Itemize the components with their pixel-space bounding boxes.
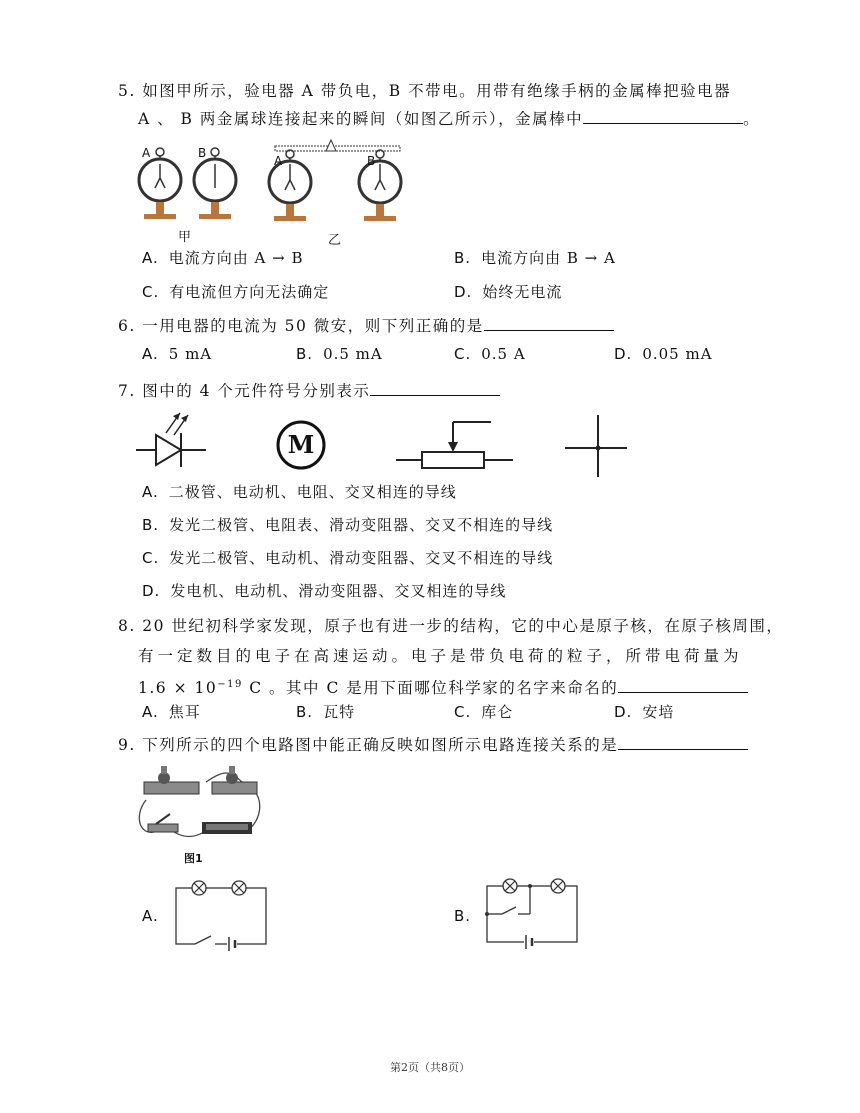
q5-option-d-letter: D. — [454, 283, 473, 301]
q8-option-a[interactable] — [142, 702, 201, 722]
q6-option-b-letter: B. — [296, 345, 314, 363]
q8-line3-text: C 。其中 C 是用下面哪位科学家的名字来命名的 — [242, 679, 619, 698]
q8-option-d[interactable] — [614, 702, 674, 722]
q5-option-b-text: 电流方向由 B → A — [481, 249, 616, 267]
q8-line2: 有一定数目的电子在高速运动。电子是带负电荷的粒子，所带电荷量为 — [138, 647, 743, 665]
electroscope-b-yi — [359, 150, 401, 221]
q5-option-d-text: 始终无电流 — [482, 283, 563, 301]
circuit-photo-figure — [134, 760, 264, 840]
q6-option-c-letter: C. — [454, 345, 472, 363]
q7-option-c-text: 发光二极管、电动机、滑动变阻器、交叉不相连的导线 — [169, 549, 554, 567]
q6-option-d[interactable] — [614, 344, 713, 364]
crossed-wires-symbol — [565, 415, 627, 477]
q5-option-d[interactable] — [454, 282, 562, 302]
q5-line1: 5. 如图甲所示，验电器 A 带负电，B 不带电。用带有绝缘手柄的金属棒把验电器 — [118, 82, 732, 100]
q7-line — [118, 380, 500, 402]
q7-option-c-letter: C. — [142, 549, 160, 567]
q5-option-a-text: 电流方向由 A → B — [168, 249, 304, 267]
q9-option-b[interactable] — [454, 906, 481, 926]
fig-label-yi: 乙 — [328, 233, 342, 248]
q5-option-c[interactable] — [142, 282, 329, 302]
q8-option-c-text: 库仑 — [481, 703, 514, 721]
fig-label-b-jia: B — [198, 146, 207, 160]
led-symbol — [136, 405, 206, 475]
q5-option-b-letter: B. — [454, 249, 472, 267]
rheostat-symbol — [396, 420, 516, 470]
q9-fig-caption: 图1 — [184, 852, 203, 865]
q5-option-b[interactable] — [454, 248, 616, 268]
q7-option-d-text: 发电机、电动机、滑动变阻器、交叉相连的导线 — [170, 582, 507, 600]
q8-option-a-letter: A. — [142, 703, 159, 721]
q8-option-c[interactable] — [454, 702, 513, 722]
q7-option-b-text: 发光二极管、电阻表、滑动变阻器、交叉不相连的导线 — [169, 516, 554, 534]
q6-option-a-text: 5 mA — [168, 345, 213, 363]
q6-line — [118, 315, 614, 337]
q8-option-c-letter: C. — [454, 703, 472, 721]
fig-label-a-jia: A — [142, 146, 151, 160]
q9-option-b-letter: B. — [454, 907, 472, 925]
q6-answer-blank[interactable] — [484, 315, 614, 331]
q6-option-a[interactable] — [142, 344, 212, 364]
q6-text: 6. 一用电器的电流为 50 微安，则下列正确的是 — [118, 317, 484, 335]
q7-text: 7. 图中的 4 个元件符号分别表示 — [118, 382, 371, 400]
q9-option-a-letter: A. — [142, 907, 159, 925]
fig-label-b-yi: B — [367, 154, 376, 168]
q9-answer-blank[interactable] — [618, 734, 748, 750]
q5-line2-end: 。 — [743, 110, 761, 128]
q5-option-c-letter: C. — [142, 283, 160, 301]
q5-line2 — [138, 108, 760, 130]
q6-option-b[interactable] — [296, 344, 383, 364]
q8-option-b-letter: B. — [296, 703, 314, 721]
q8-option-d-letter: D. — [614, 703, 633, 721]
q6-option-d-text: 0.05 mA — [642, 345, 713, 363]
q5-option-c-text: 有电流但方向无法确定 — [169, 283, 330, 301]
q6-option-a-letter: A. — [142, 345, 159, 363]
q7-answer-blank[interactable] — [370, 380, 500, 396]
q7-option-a[interactable] — [142, 482, 457, 502]
q7-option-d-letter: D. — [142, 582, 161, 600]
q7-option-c[interactable] — [142, 548, 553, 568]
q9-text: 9. 下列所示的四个电路图中能正确反映如图所示电路连接关系的是 — [118, 736, 619, 754]
q8-answer-blank[interactable] — [618, 677, 748, 693]
q9-option-a[interactable] — [142, 906, 169, 926]
q5-line2-text: A 、 B 两金属球连接起来的瞬间（如图乙所示），金属棒中 — [138, 110, 584, 128]
q7-option-a-letter: A. — [142, 483, 159, 501]
fig-label-a-yi: A — [274, 154, 283, 168]
fig-label-jia: 甲 — [178, 230, 192, 245]
q8-line3 — [138, 674, 748, 699]
page-footer: 第2页（共8页） — [390, 1061, 470, 1074]
q6-option-d-letter: D. — [614, 345, 633, 363]
q7-option-d[interactable] — [142, 581, 506, 601]
q7-option-b[interactable] — [142, 515, 553, 535]
q9-circuit-a — [175, 878, 270, 948]
q7-option-b-letter: B. — [142, 516, 160, 534]
q9-circuit-b — [486, 874, 581, 946]
q7-option-a-text: 二极管、电动机、电阻、交叉相连的导线 — [168, 483, 457, 501]
metal-rod — [275, 140, 400, 151]
q8-option-b-text: 瓦特 — [323, 703, 356, 721]
q6-option-c-text: 0.5 A — [481, 345, 526, 363]
q6-option-b-text: 0.5 mA — [323, 345, 383, 363]
q8-option-b[interactable] — [296, 702, 355, 722]
q8-option-d-text: 安培 — [642, 703, 675, 721]
q6-option-c[interactable] — [454, 344, 526, 364]
q8-charge-mantissa: 1.6 × 10 — [138, 679, 218, 698]
q5-option-a[interactable] — [142, 248, 304, 268]
q5-answer-blank[interactable] — [583, 108, 743, 124]
q8-line1: 8. 20 世纪初科学家发现，原子也有进一步的结构，它的中心是原子核，在原子核周围， — [118, 617, 784, 635]
q9-line — [118, 734, 748, 756]
motor-symbol-letter: M — [287, 430, 315, 459]
q8-charge-exponent: −19 — [217, 679, 243, 690]
q5-option-a-letter: A. — [142, 249, 159, 267]
q8-option-a-text: 焦耳 — [168, 703, 201, 721]
